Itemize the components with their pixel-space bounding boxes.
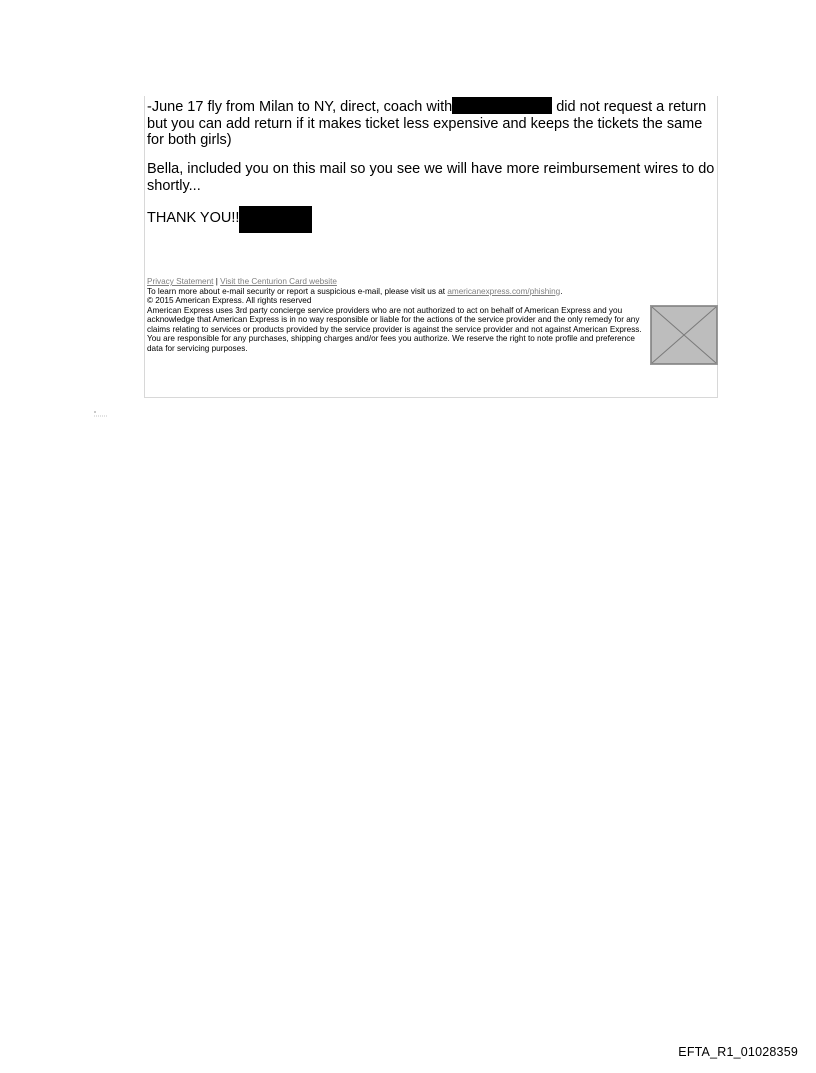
small-page-mark: [94, 411, 108, 417]
footer-links-row: [147, 277, 719, 287]
itinerary-text-before: -June 17 fly from Milan to NY, direct, coach with: [147, 99, 453, 115]
security-notice: To learn more about e-mail security or report a suspicious e-mail, please visit us at americanexpress.com/phishing.: [147, 286, 563, 296]
bella-paragraph: Bella, included you on this mail so you see we will have more reimbursement wires to do shortly...: [147, 161, 715, 194]
privacy-statement-link[interactable]: Privacy Statement: [147, 277, 214, 286]
link-separator: |: [215, 277, 218, 286]
redaction-box: [239, 206, 312, 233]
centurion-card-link[interactable]: Visit the Centurion Card website: [220, 277, 337, 286]
broken-image-icon: [650, 305, 718, 365]
copyright-text: © 2015 American Express. All rights reserved: [147, 296, 312, 305]
phishing-link[interactable]: americanexpress.com/phishing: [447, 286, 561, 296]
thank-you-paragraph: [147, 206, 715, 233]
itinerary-text-after: did not request a return but you can add return if it makes ticket less expensive and keeps the tickets the same for both girls): [147, 99, 707, 149]
legal-row: [147, 306, 719, 365]
security-text: To learn more about e-mail security or report a suspicious e-mail, please visit us at: [147, 286, 446, 296]
redaction-box: [452, 97, 552, 114]
email-body-container: [144, 96, 718, 398]
itinerary-paragraph: [147, 97, 715, 149]
document-id: EFTA_R1_01028359: [678, 1045, 798, 1059]
thank-you-text: THANK YOU!!: [147, 210, 240, 226]
legal-disclaimer: American Express uses 3rd party concierge service providers who are not authorized to act on behalf of American Express and you acknowledge that American Express is in no way responsible or liable for the actions of the service provider and the only remedy for any claims relating to services or products provided by the service provider is against the service provider and not against American Express. You are responsible for any purchases, shipping charges and/or fees you authorize. We reserve the right to note profile and preference data for servicing purposes.: [147, 305, 642, 353]
email-footer: [147, 277, 719, 365]
